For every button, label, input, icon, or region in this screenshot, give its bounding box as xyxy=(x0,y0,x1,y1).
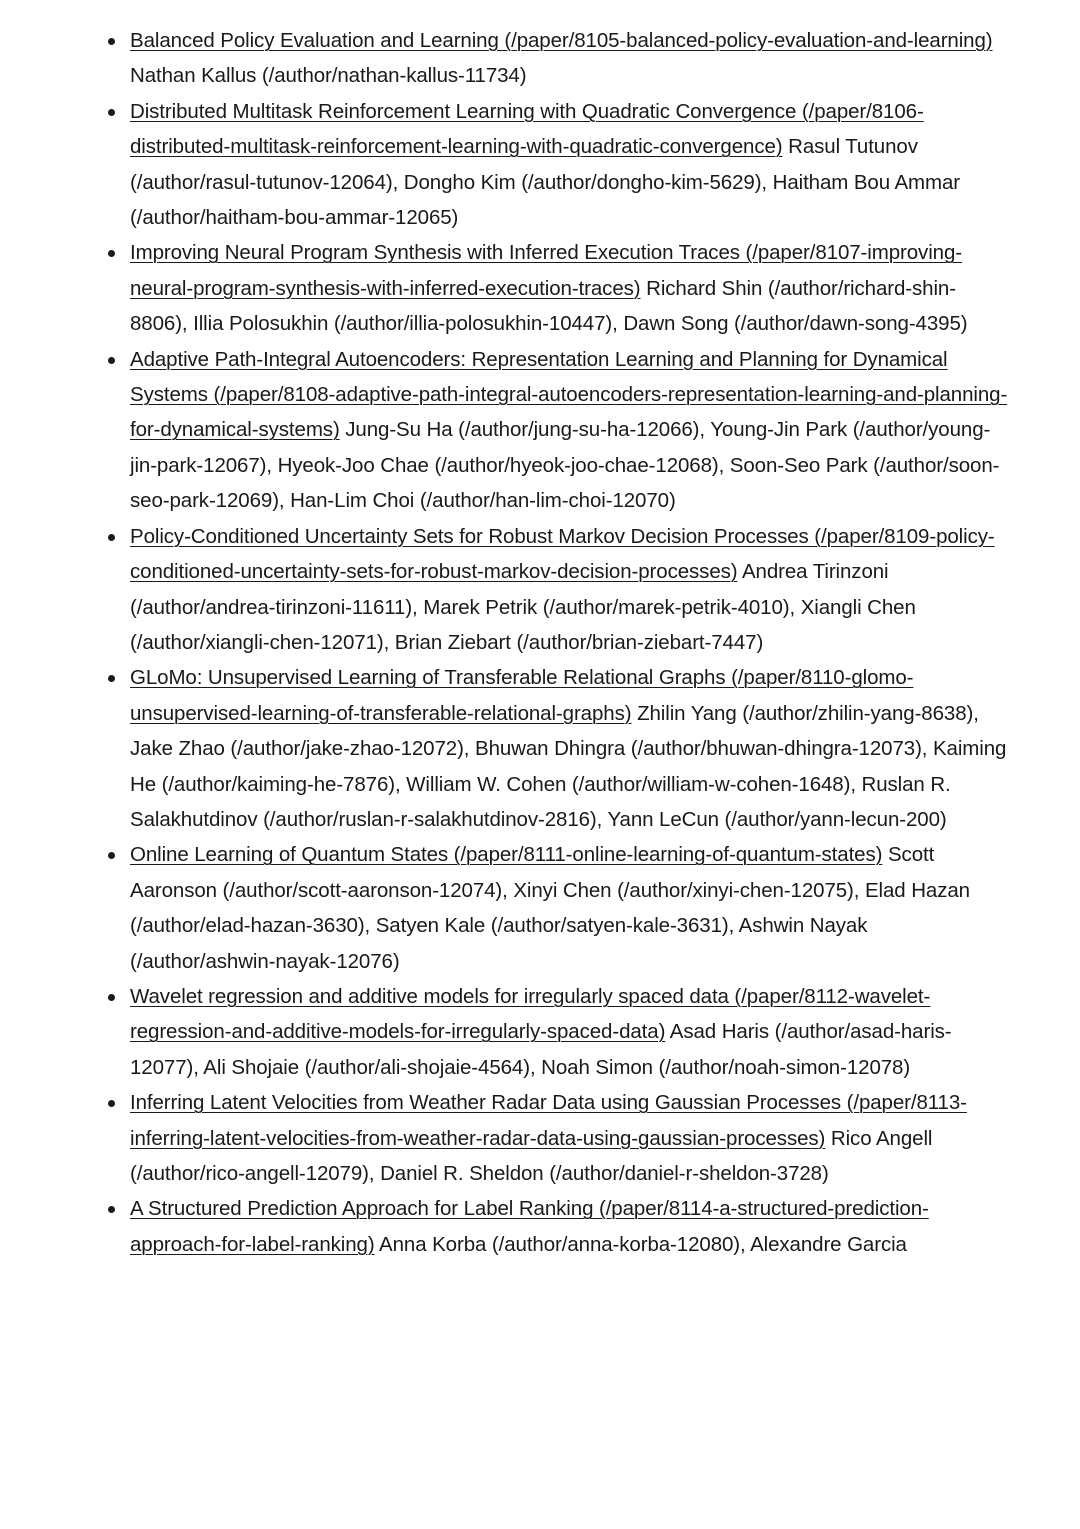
bullet-icon xyxy=(108,852,115,859)
bullet-icon xyxy=(108,675,115,682)
paper-authors: Scott Aaronson (/author/scott-aaronson-12074), Xinyi Chen (/author/xinyi-chen-12075), Elad Hazan (/author/elad-hazan-3630), Satyen Kale (/author/satyen-kale-3631), Ashwin Nayak (/author/ashwin-nayak-12076) xyxy=(130,843,970,973)
paper-list-item xyxy=(0,1191,1080,1262)
paper-link[interactable]: A Structured Prediction Approach for Label Ranking (/paper/8114-a-structured-prediction-approach-for-label-ranking) xyxy=(130,1197,929,1256)
paper-link[interactable]: Improving Neural Program Synthesis with Inferred Execution Traces (/paper/8107-improving-neural-program-synthesis-with-inferred-execution-traces) xyxy=(130,241,962,300)
paper-link[interactable]: Policy-Conditioned Uncertainty Sets for Robust Markov Decision Processes (/paper/8109-policy-conditioned-uncertainty-sets-for-robust-markov-decision-processes) xyxy=(130,524,995,584)
bullet-icon xyxy=(108,1100,115,1107)
paper-authors: Anna Korba (/author/anna-korba-12080), Alexandre Garcia xyxy=(379,1232,907,1256)
paper-list-item xyxy=(0,660,1080,837)
bullet-icon xyxy=(108,38,115,45)
paper-authors: Andrea Tirinzoni (/author/andrea-tirinzoni-11611), Marek Petrik (/author/marek-petrik-4010), Xiangli Chen (/author/xiangli-chen-12071), Brian Ziebart (/author/brian-ziebart-7447) xyxy=(130,560,916,654)
paper-link[interactable]: Balanced Policy Evaluation and Learning (/paper/8105-balanced-policy-evaluation-and-learning) xyxy=(130,29,993,52)
bullet-icon xyxy=(108,1206,115,1213)
paper-list-item xyxy=(0,235,1080,341)
paper-link[interactable]: Wavelet regression and additive models for irregularly spaced data (/paper/8112-wavelet-regression-and-additive-models-for-irregularly-spaced-data) xyxy=(130,984,931,1044)
paper-list-item xyxy=(0,94,1080,236)
bullet-icon xyxy=(108,250,115,257)
bullet-icon xyxy=(108,357,115,364)
paper-link[interactable]: Adaptive Path-Integral Autoencoders: Representation Learning and Planning for Dynamical Systems (/paper/8108-adaptive-path-integral-autoencoders-representation-learning-and-planning-for-dynamical-systems) xyxy=(130,347,1008,442)
paper-list-item xyxy=(0,519,1080,661)
paper-authors: Jung-Su Ha (/author/jung-su-ha-12066), Young-Jin Park (/author/young-jin-park-12067), Hyeok-Joo Chae (/author/hyeok-joo-chae-12068), Soon-Seo Park (/author/soon-seo-park-12069), Han-Lim Choi (/author/han-lim-choi-12070) xyxy=(130,418,1000,513)
paper-authors: Rasul Tutunov (/author/rasul-tutunov-12064), Dongho Kim (/author/dongho-kim-5629), Haitham Bou Ammar (/author/haitham-bou-ammar-12065) xyxy=(130,135,961,230)
bullet-icon xyxy=(108,994,115,1001)
paper-list-item xyxy=(0,23,1080,94)
paper-link[interactable]: GLoMo: Unsupervised Learning of Transferable Relational Graphs (/paper/8110-glomo-unsupervised-learning-of-transferable-relational-graphs) xyxy=(130,666,914,725)
paper-link[interactable]: Online Learning of Quantum States (/paper/8111-online-learning-of-quantum-states) xyxy=(130,843,883,867)
paper-authors: Richard Shin (/author/richard-shin-8806), Illia Polosukhin (/author/illia-polosukhin-10447), Dawn Song (/author/dawn-song-4395) xyxy=(130,276,968,336)
paper-authors: Rico Angell (/author/rico-angell-12079), Daniel R. Sheldon (/author/daniel-r-sheldon-3728) xyxy=(130,1126,933,1185)
paper-list xyxy=(0,23,1080,1262)
bullet-icon xyxy=(108,534,115,541)
paper-authors: Zhilin Yang (/author/zhilin-yang-8638), Jake Zhao (/author/jake-zhao-12072), Bhuwan Dhingra (/author/bhuwan-dhingra-12073), Kaiming He (/author/kaiming-he-7876), William W. Cohen (/author/william-w-cohen-1648), Ruslan R. Salakhutdinov (/author/ruslan-r-salakhutdinov-2816), Yann LeCun (/author/yann-lecun-200) xyxy=(130,701,1007,831)
paper-list-item xyxy=(0,1085,1080,1191)
paper-link[interactable]: Distributed Multitask Reinforcement Learning with Quadratic Convergence (/paper/8106-distributed-multitask-reinforcement-learning-with-quadratic-convergence) xyxy=(130,99,924,159)
paper-authors: Nathan Kallus (/author/nathan-kallus-11734) xyxy=(130,64,527,88)
paper-list-item xyxy=(0,342,1080,519)
paper-list-item xyxy=(0,837,1080,979)
paper-link[interactable]: Inferring Latent Velocities from Weather Radar Data using Gaussian Processes (/paper/8113-inferring-latent-velocities-from-weather-radar-data-using-gaussian-processes) xyxy=(130,1091,967,1150)
paper-authors: Asad Haris (/author/asad-haris-12077), Ali Shojaie (/author/ali-shojaie-4564), Noah Simon (/author/noah-simon-12078) xyxy=(130,1020,952,1079)
paper-list-item xyxy=(0,979,1080,1085)
bullet-icon xyxy=(108,109,115,116)
